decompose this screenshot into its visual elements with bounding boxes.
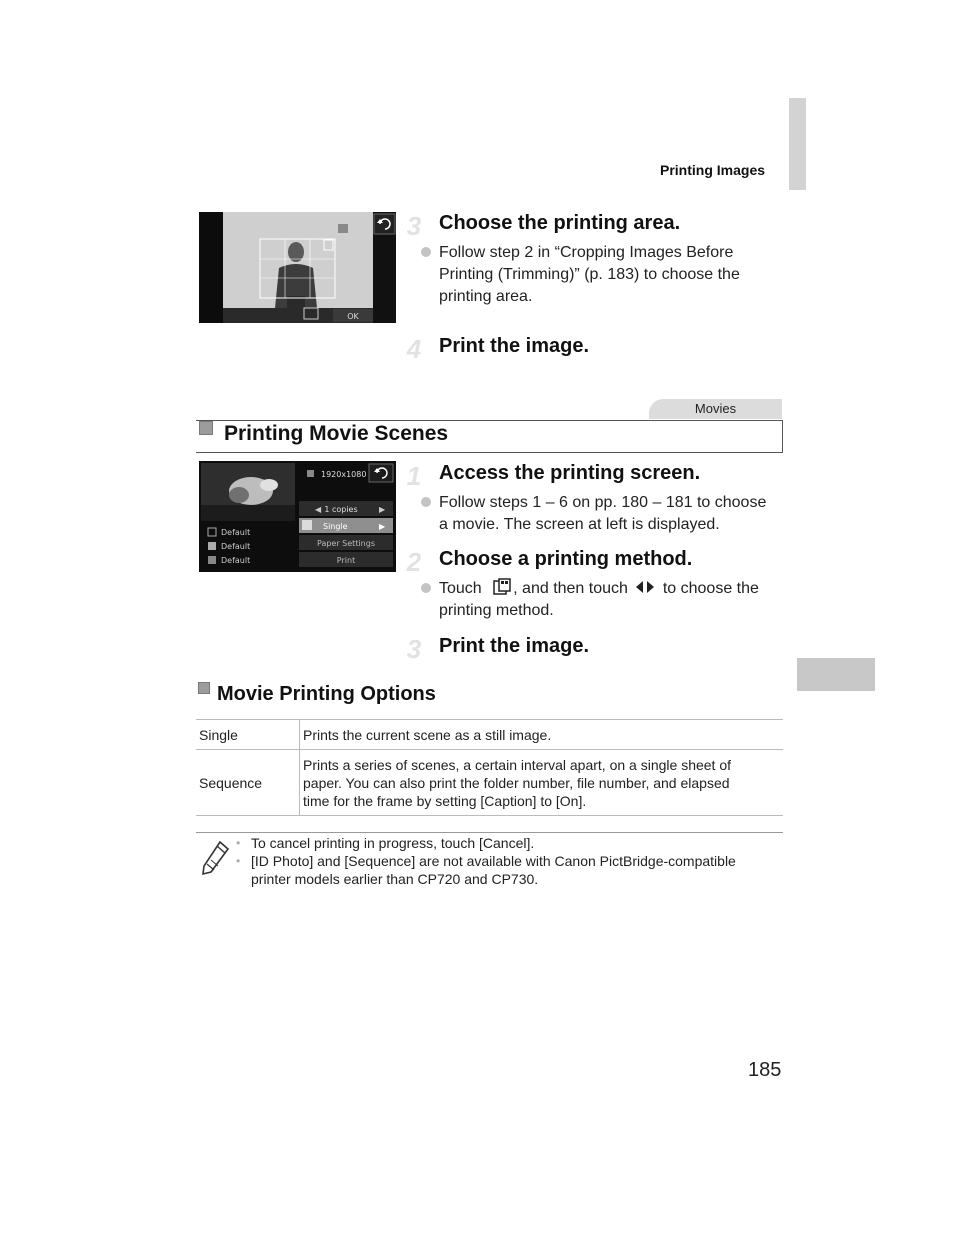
- option-desc-line: Prints the current scene as a still image.: [303, 726, 552, 743]
- section-title: Printing Movie Scenes: [224, 422, 449, 445]
- step-title: Choose a printing method.: [439, 548, 693, 570]
- step-title: Print the image.: [439, 635, 590, 657]
- step-body-line: Printing (Trimming)” (p. 183) to choose the: [439, 266, 740, 283]
- step-body: [439, 578, 784, 622]
- bullet-icon: [421, 583, 431, 593]
- step-body: [439, 242, 784, 308]
- touch-text: Touch: [439, 580, 482, 597]
- trim-ok-label: OK: [347, 312, 359, 321]
- notes-list: [236, 834, 781, 888]
- svg-text:▶: ▶: [379, 522, 386, 531]
- movie-screen-svg: [199, 461, 396, 572]
- option-desc-line: Prints a series of scenes, a certain interval apart, on a single sheet of: [303, 756, 732, 773]
- svg-text:▶: ▶: [379, 505, 386, 514]
- chapter-side-tab-lower: [797, 658, 875, 691]
- note-bullet: •: [236, 836, 241, 850]
- section-square-icon: [199, 421, 213, 435]
- step-body: [439, 492, 784, 536]
- notes-divider: [196, 832, 783, 833]
- print-label: Print: [336, 556, 356, 565]
- note-line: printer models earlier than CP720 and CP730.: [251, 871, 539, 887]
- step-body-line: printing area.: [439, 288, 533, 305]
- option-desc: [300, 750, 784, 816]
- left-right-arrows-icon: [634, 579, 656, 593]
- option-name: Sequence: [196, 750, 300, 816]
- choose-text: to choose the: [662, 580, 759, 597]
- then-touch-text: , and then touch: [513, 580, 628, 597]
- default-label: Default: [221, 542, 251, 551]
- option-desc: [300, 720, 784, 750]
- print-method-icon: [492, 578, 512, 596]
- note-bullet: •: [236, 854, 241, 868]
- back-arrow-icon: [374, 214, 395, 234]
- option-desc-line: paper. You can also print the folder number, file number, and elapsed: [303, 774, 730, 791]
- step-title: Print the image.: [439, 335, 590, 357]
- method-label: Single: [323, 522, 348, 531]
- table-row: [196, 750, 783, 816]
- step-body-line: [439, 578, 784, 600]
- step-body-line: printing method.: [439, 602, 554, 619]
- step-number: 4: [406, 334, 422, 364]
- step-number: 3: [406, 634, 422, 664]
- step-body-line: a movie. The screen at left is displayed.: [439, 516, 720, 533]
- page-number: 185: [748, 1059, 782, 1081]
- bullet-icon: [421, 497, 431, 507]
- step-title: Choose the printing area.: [439, 212, 681, 234]
- step-number: 2: [406, 547, 422, 577]
- note-line: To cancel printing in progress, touch [Cancel].: [251, 835, 535, 851]
- note-text: [251, 852, 736, 888]
- pencil-note-icon: [200, 840, 230, 876]
- option-name: Single: [196, 720, 300, 750]
- options-table: [196, 719, 783, 816]
- section-square-icon: [198, 682, 210, 694]
- step-title: Access the printing screen.: [439, 462, 701, 484]
- back-arrow-icon: [369, 464, 393, 482]
- movie-print-screen-image: [199, 461, 396, 572]
- note-text: [251, 834, 534, 852]
- chapter-side-tab: [789, 98, 806, 190]
- resolution-label: 1920x1080: [321, 470, 367, 479]
- movies-category-tab: Movies: [649, 399, 782, 419]
- note-item: [236, 834, 781, 852]
- copies-label: 1 copies: [324, 505, 358, 514]
- default-label: Default: [221, 528, 251, 537]
- svg-text:◀: ◀: [315, 505, 322, 514]
- running-header: Printing Images: [660, 162, 766, 178]
- note-line: [ID Photo] and [Sequence] are not available with Canon PictBridge-compatible: [251, 853, 736, 869]
- options-title: Movie Printing Options: [217, 683, 436, 705]
- paper-settings-label: Paper Settings: [316, 539, 376, 548]
- table-row: [196, 720, 783, 750]
- step-body-line: Follow step 2 in “Cropping Images Before: [439, 244, 734, 261]
- trim-screen-image: [199, 212, 396, 323]
- default-label: Default: [221, 556, 251, 565]
- bullet-icon: [421, 247, 431, 257]
- step-body-line: Follow steps 1 – 6 on pp. 180 – 181 to choose: [439, 494, 767, 511]
- step-number: 3: [406, 211, 422, 241]
- option-desc-line: time for the frame by setting [Caption] to [On].: [303, 792, 587, 809]
- note-item: [236, 852, 781, 888]
- trim-screen-svg: [199, 212, 396, 323]
- step-number: 1: [406, 461, 422, 491]
